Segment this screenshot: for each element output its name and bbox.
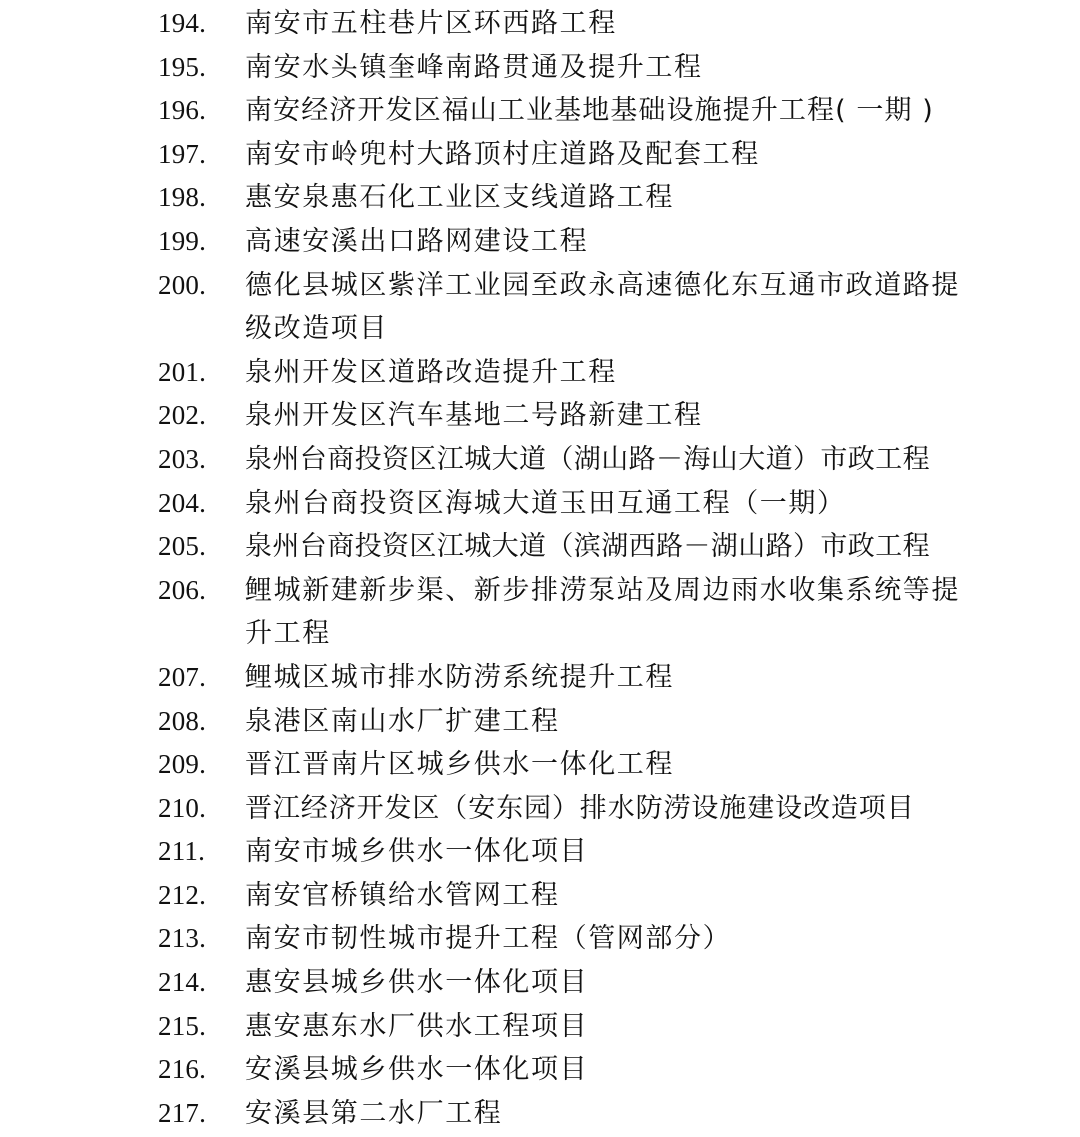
item-number: 201. [158,356,207,387]
list-item [0,656,1080,700]
item-number: 207. [158,661,207,692]
item-text: 南安官桥镇给水管网工程 [245,879,560,911]
item-number: 200. [158,269,207,300]
item-number: 199. [158,225,207,256]
item-number: 211. [158,836,206,867]
item-text: 鲤城区城市排水防涝系统提升工程 [245,661,674,693]
list-item [0,438,1080,482]
item-text: 惠安惠东水厂供水工程项目 [245,1010,589,1042]
project-list [0,2,1080,1135]
item-number: 214. [158,967,207,998]
list-item [0,743,1080,787]
item-number: 205. [158,531,207,562]
list-item [0,1005,1080,1049]
list-item [0,917,1080,961]
list-item [0,133,1080,177]
item-text: 泉州开发区道路改造提升工程 [245,356,617,388]
list-item [0,874,1080,918]
list-item [0,394,1080,438]
item-number: 195. [158,51,207,82]
item-number: 208. [158,705,207,736]
list-item [0,46,1080,90]
list-item [0,220,1080,264]
item-number: 194. [158,8,207,38]
item-number: 210. [158,792,207,823]
item-number: 198. [158,182,207,213]
list-item [0,1048,1080,1092]
item-text: 安溪县城乡供水一体化项目 [245,1054,589,1086]
item-number: 202. [158,400,207,431]
item-text: 南安水头镇奎峰南路贯通及提升工程 [245,51,703,83]
item-text: 德化县城区紫洋工业园至政永高速德化东互通市政道路提级改造项目 [245,269,960,345]
item-number: 206. [158,574,207,605]
item-number: 217. [158,1097,207,1128]
list-item [0,1092,1080,1136]
list-item [0,961,1080,1005]
list-item [0,830,1080,874]
item-number: 215. [158,1010,207,1041]
item-number: 204. [158,487,207,518]
item-text: 泉州开发区汽车基地二号路新建工程 [245,400,703,432]
item-number: 213. [158,923,207,954]
item-number: 203. [158,443,207,474]
item-text: 南安市城乡供水一体化项目 [245,836,589,868]
item-number: 212. [158,879,207,910]
item-text: 惠安县城乡供水一体化项目 [245,967,589,999]
item-text: 泉州台商投资区江城大道（滨湖西路－湖山路）市政工程 [245,531,930,563]
list-item [0,264,1080,351]
list-item [0,787,1080,831]
item-text: 晋江晋南片区城乡供水一体化工程 [245,749,674,781]
list-item [0,700,1080,744]
item-text: 泉港区南山水厂扩建工程 [245,705,560,737]
list-item [0,89,1080,133]
list-item [0,482,1080,526]
item-text: 鲤城新建新步渠、新步排涝泵站及周边雨水收集系统等提升工程 [245,574,960,650]
item-text: 南安市韧性城市提升工程（管网部分） [245,923,732,955]
item-text: 南安市岭兜村大路顶村庄道路及配套工程 [245,138,760,170]
item-text: 南安市五柱巷片区环西路工程 [245,8,617,39]
item-text: 晋江经济开发区（安东园）排水防涝设施建设改造项目 [245,792,915,824]
item-text: 高速安溪出口路网建设工程 [245,225,589,257]
item-number: 216. [158,1054,207,1085]
item-text: 安溪县第二水厂工程 [245,1097,503,1129]
list-item [0,176,1080,220]
item-text: 泉州台商投资区海城大道玉田互通工程（一期） [245,487,846,519]
item-number: 209. [158,749,207,780]
list-item [0,351,1080,395]
item-text: 南安经济开发区福山工业基地基础设施提升工程( 一期 ) [245,95,934,127]
list-item [0,525,1080,569]
list-item [0,569,1080,656]
item-text: 惠安泉惠石化工业区支线道路工程 [245,182,674,214]
item-number: 196. [158,95,207,126]
list-item [0,2,1080,46]
item-text: 泉州台商投资区江城大道（湖山路－海山大道）市政工程 [245,443,930,475]
item-number: 197. [158,138,207,169]
